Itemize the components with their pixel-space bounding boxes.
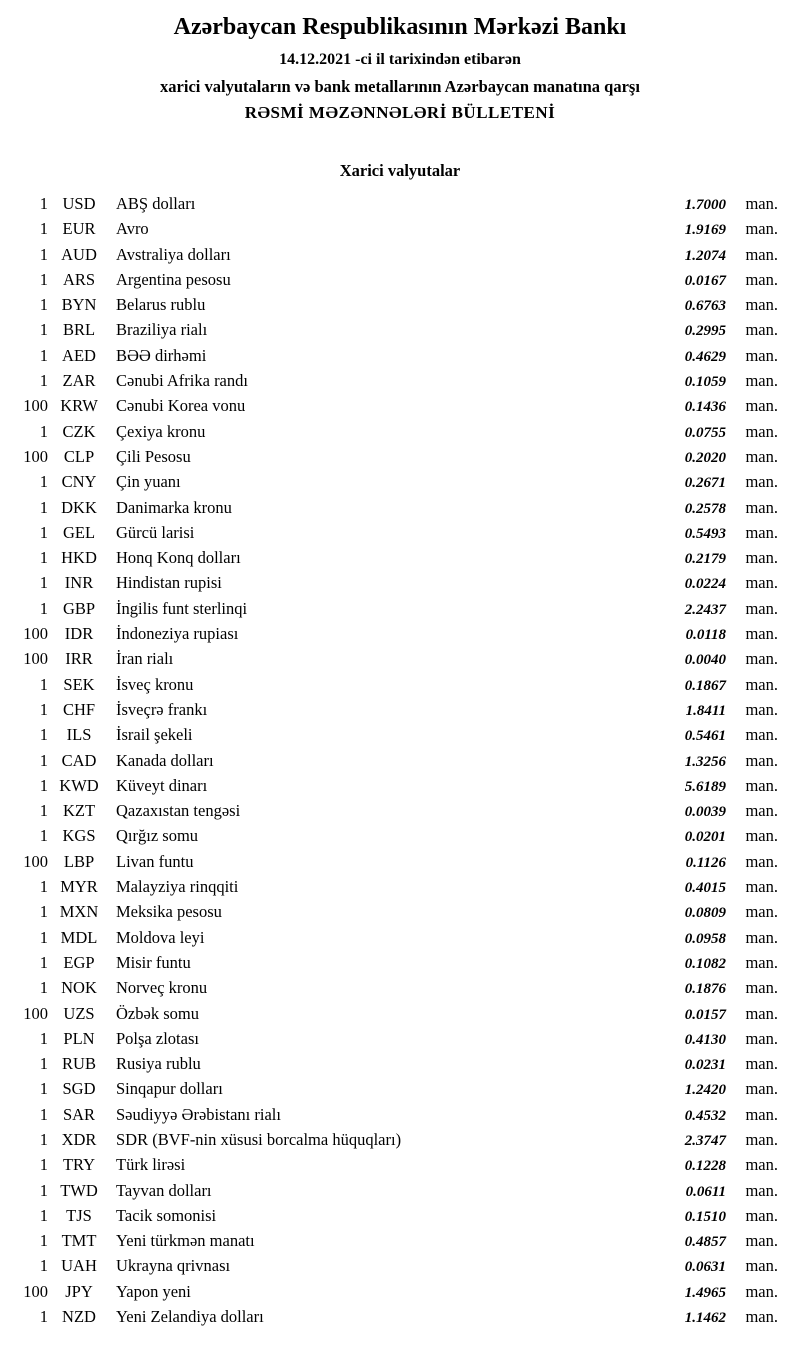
document-header xyxy=(0,14,800,123)
currency-name-cell: Qırğız somu xyxy=(116,826,199,846)
rate-row xyxy=(8,317,778,342)
rate-value-cell: 0.0224 xyxy=(684,576,726,593)
currency-name-cell: Danimarka kronu xyxy=(116,497,232,517)
currency-code-cell: NZD xyxy=(62,1307,96,1327)
rate-value-cell: 1.8411 xyxy=(685,702,726,719)
currency-code-cell: USD xyxy=(62,194,96,213)
quantity-cell: 100 xyxy=(23,1281,48,1301)
rate-row xyxy=(8,1178,778,1203)
unit-cell: man. xyxy=(745,421,778,441)
rate-row xyxy=(8,1051,778,1076)
currency-name-cell: Malayziya rinqqiti xyxy=(116,877,239,897)
rate-value-cell: 0.1228 xyxy=(684,1158,726,1175)
rate-row xyxy=(8,899,778,924)
currency-name-cell: Çexiya kronu xyxy=(116,421,206,441)
currency-code-cell: XDR xyxy=(61,1129,97,1149)
rate-value-cell: 1.4965 xyxy=(684,1284,726,1301)
rate-value-cell: 0.0157 xyxy=(684,1006,726,1023)
currency-name-cell: Yapon yeni xyxy=(116,1281,191,1301)
unit-cell: man. xyxy=(745,851,778,871)
currency-code-cell: TMT xyxy=(61,1231,97,1251)
rate-value-cell: 0.0040 xyxy=(684,652,726,669)
currency-code-cell: RUB xyxy=(62,1054,96,1074)
currency-code-cell: SEK xyxy=(63,674,95,694)
currency-name-cell: Honq Konq dolları xyxy=(116,548,241,568)
quantity-cell: 1 xyxy=(39,952,48,972)
currency-name-cell: Yeni Zelandiya dolları xyxy=(116,1307,264,1327)
quantity-cell: 1 xyxy=(39,826,48,846)
unit-cell: man. xyxy=(745,750,778,770)
rate-value-cell: 0.2995 xyxy=(684,323,726,340)
quantity-cell: 1 xyxy=(39,1104,48,1124)
section-title-foreign-currencies: Xarici valyutalar xyxy=(339,161,461,180)
rate-value-cell: 0.6763 xyxy=(684,298,726,315)
rate-value-cell: 0.0809 xyxy=(684,905,726,922)
unit-cell: man. xyxy=(745,649,778,669)
unit-cell: man. xyxy=(745,472,778,492)
rate-value-cell: 0.0631 xyxy=(684,1259,726,1276)
currency-code-cell: PLN xyxy=(63,1028,95,1048)
unit-cell: man. xyxy=(745,1256,778,1276)
rate-value-cell: 1.1462 xyxy=(684,1310,726,1327)
rate-row xyxy=(8,1102,778,1127)
rate-value-cell: 0.4629 xyxy=(684,348,726,365)
currency-name-cell: BƏƏ dirhəmi xyxy=(116,345,207,365)
rate-row xyxy=(8,495,778,520)
rate-row xyxy=(8,975,778,1000)
unit-cell: man. xyxy=(745,952,778,972)
rate-row xyxy=(8,925,778,950)
unit-cell: man. xyxy=(745,1231,778,1251)
unit-cell: man. xyxy=(745,1129,778,1149)
currency-name-cell: Sinqapur dolları xyxy=(116,1079,223,1099)
rate-value-cell: 0.2179 xyxy=(684,551,726,568)
rate-row xyxy=(8,1076,778,1101)
rate-value-cell: 0.5493 xyxy=(684,525,726,542)
quantity-cell: 1 xyxy=(39,978,48,998)
unit-cell: man. xyxy=(745,1155,778,1175)
unit-cell: man. xyxy=(745,1205,778,1225)
currency-code-cell: AUD xyxy=(61,244,97,264)
currency-name-cell: Küveyt dinarı xyxy=(116,775,208,795)
currency-name-cell: Türk lirəsi xyxy=(116,1155,186,1175)
currency-code-cell: EGP xyxy=(63,952,95,972)
currency-name-cell: Özbək somu xyxy=(116,1003,199,1023)
rate-row xyxy=(8,267,778,292)
quantity-cell: 100 xyxy=(23,624,48,644)
quantity-cell: 1 xyxy=(39,472,48,492)
currency-name-cell: İngilis funt sterlinqi xyxy=(116,598,248,618)
rate-row xyxy=(8,697,778,722)
currency-name-cell: Moldova leyi xyxy=(116,927,205,947)
rate-value-cell: 1.2420 xyxy=(684,1082,726,1099)
currency-code-cell: KGS xyxy=(62,826,96,846)
currency-name-cell: İndoneziya rupiası xyxy=(116,624,239,644)
currency-code-cell: CNY xyxy=(61,472,97,492)
unit-cell: man. xyxy=(745,674,778,694)
quantity-cell: 1 xyxy=(39,371,48,391)
rate-row xyxy=(8,823,778,848)
rate-row xyxy=(8,242,778,267)
rate-row xyxy=(8,672,778,697)
unit-cell: man. xyxy=(745,219,778,239)
rate-value-cell: 0.2020 xyxy=(684,449,726,466)
currency-code-cell: JPY xyxy=(65,1281,93,1301)
currency-code-cell: BYN xyxy=(61,295,97,315)
currency-name-cell: Qazaxıstan tengəsi xyxy=(116,801,241,821)
currency-name-cell: ABŞ dolları xyxy=(116,194,196,213)
currency-name-cell: Rusiya rublu xyxy=(116,1054,201,1074)
currency-code-cell: TWD xyxy=(60,1180,98,1200)
currency-name-cell: Tayvan dolları xyxy=(116,1180,212,1200)
rate-value-cell: 0.0201 xyxy=(684,829,726,846)
rate-value-cell: 0.1082 xyxy=(684,955,726,972)
currency-code-cell: MYR xyxy=(60,877,98,897)
currency-name-cell: Cənubi Afrika randı xyxy=(116,371,248,391)
unit-cell: man. xyxy=(745,826,778,846)
currency-code-cell: BRL xyxy=(62,320,96,340)
unit-cell: man. xyxy=(745,725,778,745)
rate-row xyxy=(8,874,778,899)
currency-code-cell: MDL xyxy=(60,927,98,947)
currency-name-cell: Braziliya rialı xyxy=(116,320,208,340)
rate-value-cell: 1.7000 xyxy=(684,197,726,213)
quantity-cell: 1 xyxy=(39,244,48,264)
rate-value-cell: 0.0167 xyxy=(684,272,726,289)
currency-code-cell: ZAR xyxy=(62,371,96,391)
currency-code-cell: LBP xyxy=(63,851,95,871)
unit-cell: man. xyxy=(745,269,778,289)
currency-code-cell: UAH xyxy=(61,1256,97,1276)
rate-row xyxy=(8,1127,778,1152)
rate-value-cell: 0.0755 xyxy=(684,424,726,441)
rate-row xyxy=(8,773,778,798)
currency-name-cell: Kanada dolları xyxy=(116,750,214,770)
page-title: Azərbaycan Respublikasının Mərkəzi Bankı xyxy=(173,14,627,40)
rate-row xyxy=(8,444,778,469)
quantity-cell: 1 xyxy=(39,295,48,315)
currency-name-cell: Belarus rublu xyxy=(116,295,206,315)
currency-code-cell: GBP xyxy=(62,598,96,618)
rate-row xyxy=(8,1203,778,1228)
unit-cell: man. xyxy=(745,978,778,998)
unit-cell: man. xyxy=(745,699,778,719)
rate-value-cell: 1.9169 xyxy=(684,222,726,239)
unit-cell: man. xyxy=(745,1003,778,1023)
unit-cell: man. xyxy=(745,1307,778,1327)
quantity-cell: 1 xyxy=(39,1231,48,1251)
quantity-cell: 1 xyxy=(39,902,48,922)
quantity-cell: 1 xyxy=(39,1028,48,1048)
unit-cell: man. xyxy=(745,1079,778,1099)
unit-cell: man. xyxy=(745,194,778,213)
rate-row xyxy=(8,646,778,671)
currency-code-cell: IDR xyxy=(64,624,94,644)
rate-row xyxy=(8,1228,778,1253)
rate-row xyxy=(8,950,778,975)
quantity-cell: 1 xyxy=(39,1256,48,1276)
rate-row xyxy=(8,1152,778,1177)
currency-name-cell: Meksika pesosu xyxy=(116,902,222,922)
rate-row xyxy=(8,520,778,545)
unit-cell: man. xyxy=(745,1054,778,1074)
quantity-cell: 1 xyxy=(39,1129,48,1149)
unit-cell: man. xyxy=(745,1281,778,1301)
quantity-cell: 1 xyxy=(39,750,48,770)
currency-code-cell: KRW xyxy=(60,396,98,416)
quantity-cell: 1 xyxy=(39,775,48,795)
rate-value-cell: 1.3256 xyxy=(684,753,726,770)
currency-code-cell: CLP xyxy=(63,446,95,466)
quantity-cell: 1 xyxy=(39,674,48,694)
quantity-cell: 100 xyxy=(23,396,48,416)
currency-name-cell: Avstraliya dolları xyxy=(116,244,231,264)
rate-row xyxy=(8,1304,778,1329)
currency-name-cell: Argentina pesosu xyxy=(116,269,231,289)
rate-row xyxy=(8,1026,778,1051)
rate-value-cell: 0.0611 xyxy=(685,1183,726,1200)
rate-row xyxy=(8,191,778,216)
rate-value-cell: 0.4130 xyxy=(684,1031,726,1048)
unit-cell: man. xyxy=(745,548,778,568)
currency-name-cell: İsveçrə frankı xyxy=(116,699,208,719)
quantity-cell: 1 xyxy=(39,1205,48,1225)
currency-name-cell: Ukrayna qrivnası xyxy=(116,1256,231,1276)
rate-value-cell: 0.5461 xyxy=(684,728,726,745)
subtitle-line: xarici valyutaların və bank metallarının Azərbaycan manatına qarşı xyxy=(160,77,640,96)
rate-value-cell: 0.1059 xyxy=(684,374,726,391)
currency-name-cell: Norveç kronu xyxy=(116,978,208,998)
rate-row xyxy=(8,748,778,773)
currency-code-cell: AED xyxy=(62,345,96,365)
rate-row xyxy=(8,849,778,874)
rate-value-cell: 0.1876 xyxy=(684,981,726,998)
quantity-cell: 1 xyxy=(39,345,48,365)
quantity-cell: 1 xyxy=(39,269,48,289)
quantity-cell: 1 xyxy=(39,1079,48,1099)
rate-row xyxy=(8,368,778,393)
rate-value-cell: 0.0118 xyxy=(685,627,726,644)
currency-name-cell: Yeni türkmən manatı xyxy=(116,1231,255,1251)
quantity-cell: 1 xyxy=(39,1155,48,1175)
unit-cell: man. xyxy=(745,320,778,340)
currency-name-cell: Livan funtu xyxy=(116,851,194,871)
currency-name-cell: SDR (BVF-nin xüsusi borcalma hüquqları) xyxy=(116,1129,402,1149)
currency-code-cell: DKK xyxy=(61,497,97,517)
currency-code-cell: SAR xyxy=(62,1104,96,1124)
quantity-cell: 1 xyxy=(39,522,48,542)
currency-name-cell: İran rialı xyxy=(116,649,174,669)
currency-code-cell: EUR xyxy=(62,219,96,239)
unit-cell: man. xyxy=(745,1180,778,1200)
rate-row xyxy=(8,722,778,747)
rate-value-cell: 2.2437 xyxy=(684,601,726,618)
quantity-cell: 1 xyxy=(39,497,48,517)
rate-value-cell: 0.1126 xyxy=(685,854,726,871)
rate-row xyxy=(8,545,778,570)
rate-value-cell: 0.2671 xyxy=(684,475,726,492)
unit-cell: man. xyxy=(745,371,778,391)
quantity-cell: 1 xyxy=(39,548,48,568)
currency-code-cell: KZT xyxy=(62,801,96,821)
currency-name-cell: İsveç kronu xyxy=(116,674,194,694)
rate-row xyxy=(8,419,778,444)
unit-cell: man. xyxy=(745,345,778,365)
rate-row xyxy=(8,393,778,418)
rate-value-cell: 5.6189 xyxy=(684,778,726,795)
quantity-cell: 1 xyxy=(39,1307,48,1327)
currency-code-cell: INR xyxy=(64,573,94,593)
rate-row xyxy=(8,1253,778,1278)
quantity-cell: 100 xyxy=(23,851,48,871)
currency-name-cell: Gürcü larisi xyxy=(116,522,195,542)
rate-row xyxy=(8,570,778,595)
currency-name-cell: İsrail şekeli xyxy=(116,725,193,745)
currency-code-cell: ILS xyxy=(66,725,92,745)
rate-value-cell: 0.0958 xyxy=(684,930,726,947)
currency-code-cell: HKD xyxy=(61,548,97,568)
quantity-cell: 100 xyxy=(23,649,48,669)
quantity-cell: 1 xyxy=(39,194,48,213)
rate-value-cell: 1.2074 xyxy=(684,247,726,264)
quantity-cell: 1 xyxy=(39,801,48,821)
unit-cell: man. xyxy=(745,1104,778,1124)
rate-value-cell: 0.0231 xyxy=(684,1057,726,1074)
unit-cell: man. xyxy=(745,801,778,821)
currency-name-cell: Səudiyyə Ərəbistanı rialı xyxy=(116,1104,281,1124)
rate-row xyxy=(8,596,778,621)
rate-row xyxy=(8,621,778,646)
unit-cell: man. xyxy=(745,902,778,922)
rate-value-cell: 0.0039 xyxy=(684,804,726,821)
rate-value-cell: 2.3747 xyxy=(684,1132,726,1149)
currency-name-cell: Misir funtu xyxy=(116,952,191,972)
unit-cell: man. xyxy=(745,927,778,947)
unit-cell: man. xyxy=(745,573,778,593)
quantity-cell: 1 xyxy=(39,1180,48,1200)
quantity-cell: 1 xyxy=(39,877,48,897)
unit-cell: man. xyxy=(745,497,778,517)
rate-value-cell: 0.4015 xyxy=(684,880,726,897)
quantity-cell: 1 xyxy=(39,219,48,239)
quantity-cell: 1 xyxy=(39,927,48,947)
unit-cell: man. xyxy=(745,295,778,315)
effective-date-line: 14.12.2021 -ci il tarixindən etibarən xyxy=(279,51,521,68)
currency-code-cell: ARS xyxy=(62,269,96,289)
currency-code-cell: CAD xyxy=(61,750,97,770)
currency-code-cell: NOK xyxy=(61,978,97,998)
rate-row xyxy=(8,798,778,823)
currency-name-cell: Cənubi Korea vonu xyxy=(116,396,246,416)
rate-value-cell: 0.1436 xyxy=(684,399,726,416)
rate-row xyxy=(8,469,778,494)
rate-value-cell: 0.4532 xyxy=(684,1107,726,1124)
unit-cell: man. xyxy=(745,598,778,618)
currency-code-cell: TRY xyxy=(62,1155,96,1175)
quantity-cell: 1 xyxy=(39,699,48,719)
rate-value-cell: 0.4857 xyxy=(684,1234,726,1251)
quantity-cell: 1 xyxy=(39,1054,48,1074)
unit-cell: man. xyxy=(745,522,778,542)
quantity-cell: 1 xyxy=(39,573,48,593)
currency-code-cell: CZK xyxy=(62,421,96,441)
unit-cell: man. xyxy=(745,775,778,795)
currency-name-cell: Polşa zlotası xyxy=(116,1028,199,1048)
rate-row xyxy=(8,216,778,241)
quantity-cell: 1 xyxy=(39,421,48,441)
quantity-cell: 100 xyxy=(23,1003,48,1023)
currency-code-cell: MXN xyxy=(59,902,99,922)
rate-row xyxy=(8,1279,778,1304)
rate-value-cell: 0.2578 xyxy=(684,500,726,517)
quantity-cell: 1 xyxy=(39,320,48,340)
currency-code-cell: KWD xyxy=(59,775,99,795)
currency-code-cell: TJS xyxy=(66,1205,92,1225)
currency-code-cell: GEL xyxy=(62,522,96,542)
quantity-cell: 1 xyxy=(39,598,48,618)
currency-code-cell: UZS xyxy=(63,1003,95,1023)
quantity-cell: 100 xyxy=(23,446,48,466)
rate-row xyxy=(8,292,778,317)
currency-name-cell: Hindistan rupisi xyxy=(116,573,222,593)
unit-cell: man. xyxy=(745,877,778,897)
currency-name-cell: Çili Pesosu xyxy=(116,446,191,466)
currency-code-cell: SGD xyxy=(62,1079,96,1099)
currency-name-cell: Avro xyxy=(116,219,149,239)
rate-row xyxy=(8,1001,778,1026)
rate-value-cell: 0.1867 xyxy=(684,677,726,694)
rate-row xyxy=(8,343,778,368)
quantity-cell: 1 xyxy=(39,725,48,745)
currency-code-cell: IRR xyxy=(65,649,93,669)
currency-name-cell: Çin yuanı xyxy=(116,472,181,492)
unit-cell: man. xyxy=(745,1028,778,1048)
unit-cell: man. xyxy=(745,624,778,644)
unit-cell: man. xyxy=(745,396,778,416)
unit-cell: man. xyxy=(745,244,778,264)
rates-table xyxy=(0,191,800,1329)
rate-value-cell: 0.1510 xyxy=(684,1208,726,1225)
currency-name-cell: Tacik somonisi xyxy=(116,1205,217,1225)
unit-cell: man. xyxy=(745,446,778,466)
currency-code-cell: CHF xyxy=(62,699,96,719)
bulletin-title: RƏSMİ MƏZƏNNƏLƏRİ BÜLLETENİ xyxy=(244,103,556,122)
